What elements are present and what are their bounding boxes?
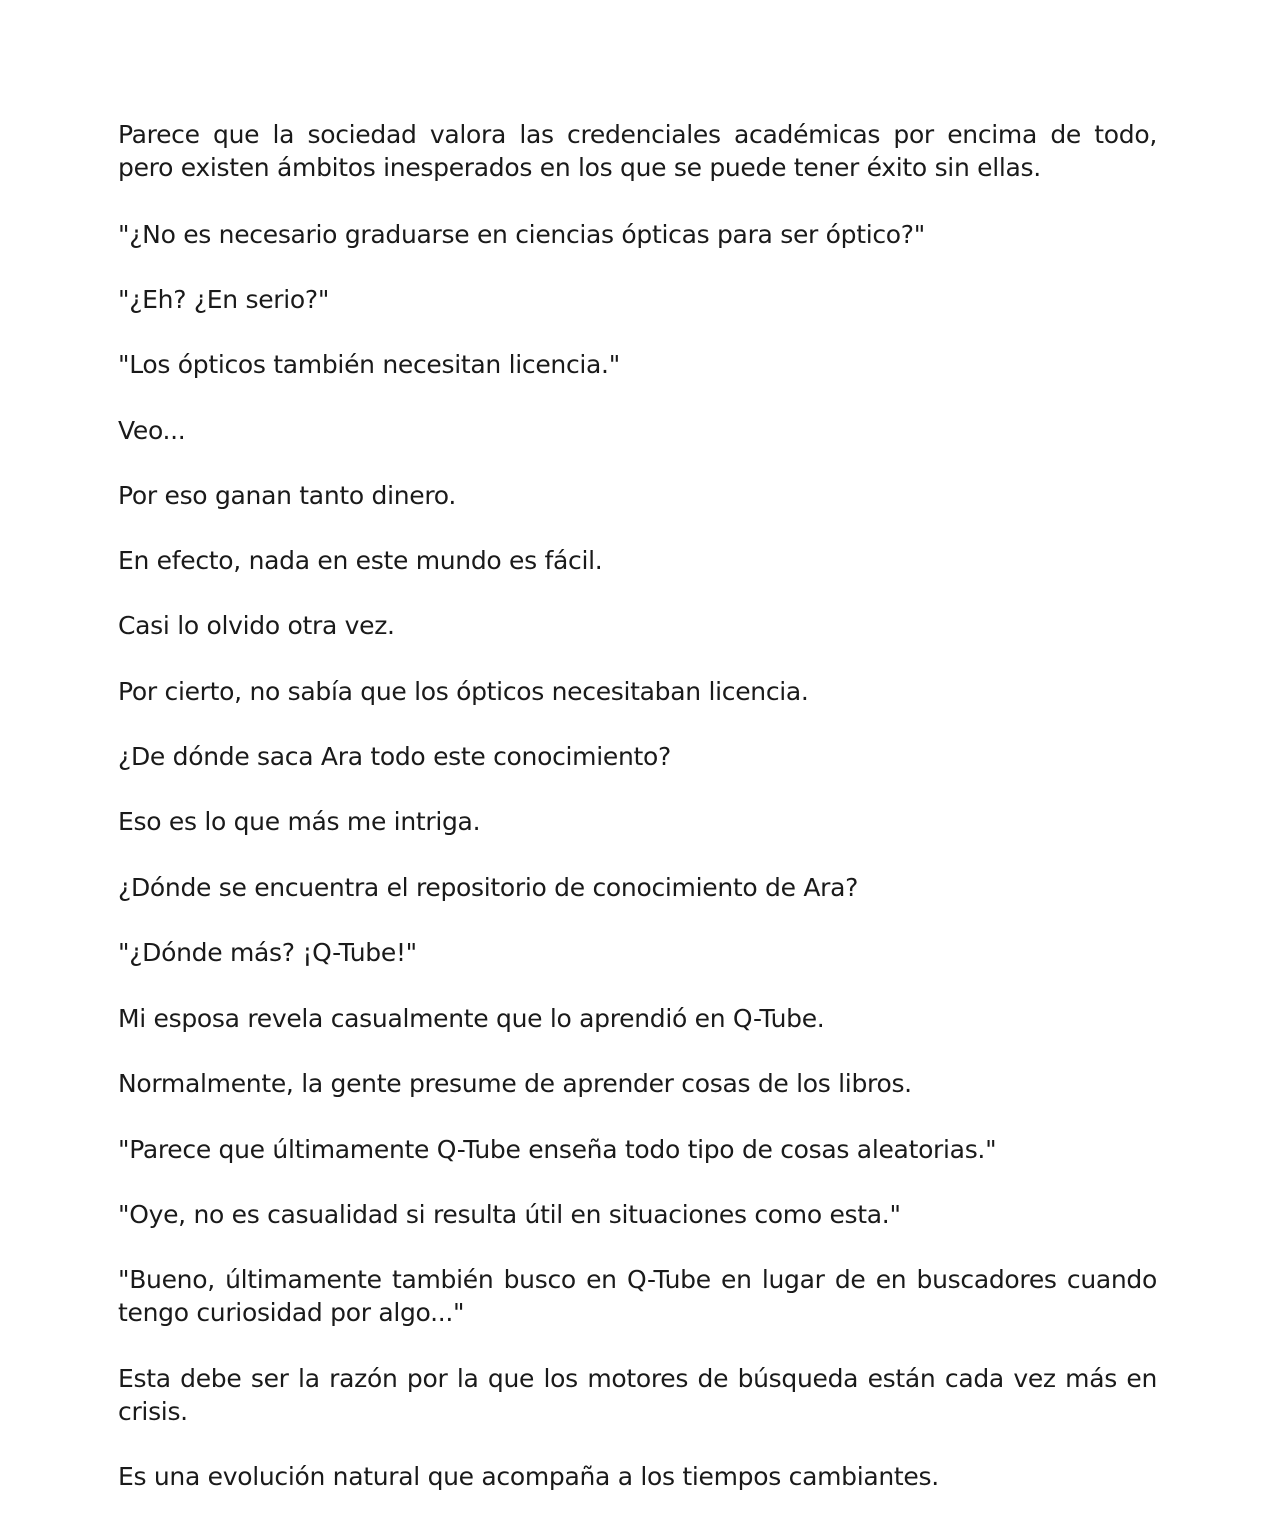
paragraph: ¿De dónde saca Ara todo este conocimiento? xyxy=(118,742,671,771)
paragraph: Eso es lo que más me intriga. xyxy=(118,807,481,836)
paragraph: "Oye, no es casualidad si resulta útil en situaciones como esta." xyxy=(118,1200,901,1229)
paragraph: Por eso ganan tanto dinero. xyxy=(118,481,456,510)
paragraph: "Parece que últimamente Q-Tube enseña todo tipo de cosas aleatorias." xyxy=(118,1135,997,1164)
paragraph: "¿Eh? ¿En serio?" xyxy=(118,285,330,314)
paragraph: ¿Dónde se encuentra el repositorio de conocimiento de Ara? xyxy=(118,873,859,902)
paragraph: "¿No es necesario graduarse en ciencias ópticas para ser óptico?" xyxy=(118,220,925,249)
paragraph: Esta debe ser la razón por la que los motores de búsqueda están cada vez más en crisis. xyxy=(118,1364,1157,1426)
paragraph: "¿Dónde más? ¡Q-Tube!" xyxy=(118,938,417,967)
paragraph: Casi lo olvido otra vez. xyxy=(118,611,395,640)
paragraph: En efecto, nada en este mundo es fácil. xyxy=(118,546,603,575)
paragraph: "Los ópticos también necesitan licencia." xyxy=(118,350,620,379)
paragraph: Es una evolución natural que acompaña a los tiempos cambiantes. xyxy=(118,1462,939,1491)
paragraph: Mi esposa revela casualmente que lo aprendió en Q-Tube. xyxy=(118,1004,825,1033)
paragraph: Parece que la sociedad valora las credenciales académicas por encima de todo, pero existen ámbitos inesperados en los que se puede tener éxito sin ellas. xyxy=(118,120,1157,182)
paragraph: Veo... xyxy=(118,416,186,445)
paragraph: "Bueno, últimamente también busco en Q-Tube en lugar de en buscadores cuando tengo curiosidad por algo..." xyxy=(118,1265,1157,1327)
paragraph: Normalmente, la gente presume de aprender cosas de los libros. xyxy=(118,1069,912,1098)
paragraph: Por cierto, no sabía que los ópticos necesitaban licencia. xyxy=(118,677,809,706)
